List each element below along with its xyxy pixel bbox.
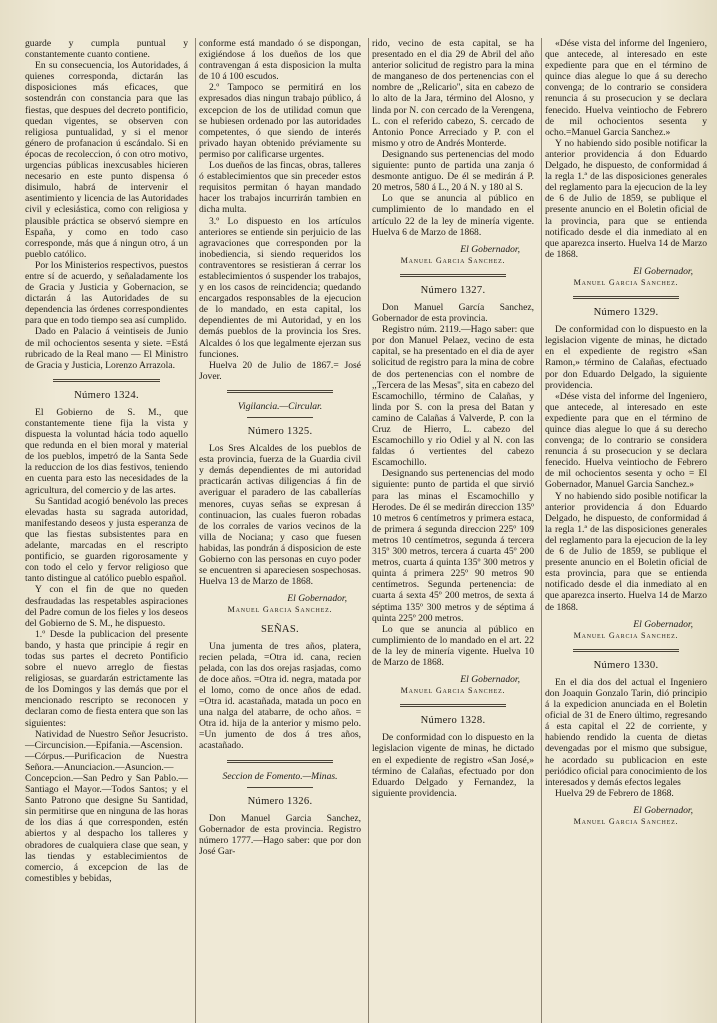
paragraph: Lo que se anuncia al público en cumplimiento de lo mandado en el art. 22 de la ley de minería vigente. Huelva 10 de Marzo de 1868. [372, 623, 534, 668]
paragraph: Designando sus pertenencias del modo siguiente: punto de partida el que sirvió para las minas el Escamochillo y Herodes. De él se medirán direccion 135º 10 metros 6 centímetros y primera estaca, de primera á segunda direccion 225º 109 metros 10 centímetros, segunda á tercera 315º 300 metros, tercera á cuarta 45º 200 metros, cuarta á quinta 135º 300 metros y quinta á primera 225º 90 metros 90 centímetros. Segunda pertenencia: de cuarta á sexta 45º 200 metros, de sexta á séptima 135º 300 metros y de séptima á quinta 225º 200 metros. [372, 468, 534, 624]
paragraph: Don Manuel Garcia Sanchez, Gobernador de esta provincia. Registro número 1777.—Hago saber: que por don José Gar- [199, 812, 361, 857]
text-columns [22, 38, 709, 1023]
notice-heading-1324: Número 1324. [74, 389, 139, 401]
paragraph: guarde y cumpla puntual y constantemente cuanto contiene. [25, 38, 188, 61]
paragraph: Don Manuel García Sanchez, Gobernador de esta provincia. [372, 301, 534, 325]
signature-name: Manuel Garcia Sanchez. [400, 255, 506, 265]
paragraph: Su Santidad acogió benévolo las preces elevadas hasta su sagrada autoridad, manifestando deseos y justa esperanza de que las fiestas subsistentes para en adelante, marcadas en el rescripto pontificio, se guarden rigorosamente y con todo el celo y fervor religioso que tanto distingue al católico pueblo español. [25, 495, 188, 585]
signature-title: El Gobernador, [633, 265, 693, 277]
paragraph: Y con el fin de que no queden desfraudadas las respetables aspiraciones del Padre comun de los fieles y los deseos del Gobierno de S. M., he dispuesto. [25, 584, 188, 629]
date-line: Huelva 20 de Julio de 1867.= José Jover. [199, 359, 361, 382]
section-divider [53, 379, 160, 382]
paragraph: Designando sus pertenencias del modo siguiente: punto de partida una zanja ó desmonte antiguo. De él se medirán á P. 20 metros, 580 á L., 20 á N. y 180 al S. [372, 148, 534, 194]
signature-title: El Gobernador, [287, 593, 347, 605]
paragraph: Y no habiendo sido posible notificar la anterior providencia á don Eduardo Delgado, he dispuesto, de conformidad á la regla 1.ª de las disposiciones generales del reglamento para la ejecucion de la ley de 6 de Julio de 1859, se publique el presente anuncio en el Boletin oficial de la provincia, para que se entienda notificado desde el dia inmediato al en que aparezca inserto. Huelva 14 de Marzo de 1868. [545, 137, 707, 260]
section-divider [573, 296, 679, 299]
column-2 [195, 38, 364, 1023]
notice-heading-1329: Número 1329. [593, 307, 659, 319]
paragraph: En el dia dos del actual el Ingeniero don Joaquin Gonzalo Tarin, dió principio á la expedicion anunciada en el Boletin oficial de 31 de Enero último, regresando á esta capital el 22 de corriente, y habiendo rendido la cuenta de dietas devengadas por el mismo que subsigue, he acordado su publicacion en este periódico oficial para conocimiento de los interesados y demás efectos legales [545, 676, 707, 788]
section-divider [400, 274, 506, 277]
signature-title: El Gobernador, [460, 243, 520, 255]
paragraph: 2.º Tampoco se permitirá en los expresados dias ningun trabajo público, á excepcion de los de utilidad comun que se hubiesen ordenado por las autoridades competentes, ó que siendo de interés privado hayan obtenido préviamente su permiso por calificarse urgentes. [199, 82, 361, 160]
paragraph: Los dueños de las fincas, obras, talleres ó establecimientos que sin preceder estos requisitos permitan ó hayan mandado hacer los trabajos incurrirán tambien en dicha multa. [199, 160, 361, 216]
notice-heading-1330: Número 1330. [593, 659, 659, 671]
senas-heading: SEÑAS. [260, 623, 299, 635]
paragraph: Por los Ministerios respectivos, puestos entre sí de acuerdo, y señaladamente los de Gracia y Justicia y Gobernacion, se dictarán á las Autoridades de su dependencia las órdenes correspondientes para que en todo tiempo sea así cumplido. [25, 259, 188, 327]
signature-title: El Gobernador, [633, 618, 693, 630]
signature-title: El Gobernador, [633, 804, 693, 816]
paragraph: Una jumenta de tres años, platera, recien pelada, =Otra id. cana, recien pelada, con las dos orejas rasjadas, como de doce años. =Otra id. negra, matada por el lomo, como de once años de edad. =Otra id. acastañada, matada un poco en una nalga del atabarre, de ocho años. = Otra id. hija de la anterior y mismo pelo. =Un jumento de dos á tres años, acastañado. [199, 640, 361, 752]
notice-heading-1325: Número 1325. [247, 426, 313, 437]
signature-name: Manuel Garcia Sanchez. [573, 277, 679, 287]
paragraph: Dado en Palacio á veintiseis de Junio de mil ochocientos sesenta y siete. =Está rubricado de la Real mano — El Ministro de Gracia y Justicia, Lorenzo Arrazola. [25, 326, 188, 371]
signature-title: El Gobernador, [460, 674, 520, 686]
date-line: Huelva 29 de Febrero de 1868. [555, 787, 674, 799]
paragraph: De conformidad con lo dispuesto en la legislacion vigente de minas, he dictado en el expediente de registro «San Ramon,» término de Calañas, efectuado por don Eduardo Delgado, la siguiente providencia. [545, 324, 707, 391]
paragraph: Natividad de Nuestro Señor Jesucristo.—Circuncision.—Epifania.—Ascension.—Córpus.—Purificacion de Nuestra Señora.—Anunciacion.—Asuncion.—Concepcion.—San Pedro y San Pablo.—Santiago el Mayor.—Todos Santos; y el Santo Patrono que designe Su Santidad, sin permitirse que en ninguna de las horas de los dias á que corresponden, estén abiertos y al despacho los talleres y obradores de cualquiera clase que sean, y las tiendas y establecimientos de comercio, á excepcion de las de comestibles y bebidas, [25, 728, 188, 884]
paragraph: De conformidad con lo dispuesto en la legislacion vigente de minas, he dictado en el expediente de registro «San José,» término de Calañas, efectuado por don Eduardo Delgado y Fernandez, la siguiente providencia. [372, 732, 534, 799]
paragraph: En su consecuencia, los Autoridades, á quienes corresponda, dictarán las disposiciones más eficaces, que sostendrán con constancia para que las fiestas, que despues del decreto pontificio, quedan vigentes, se observen con religiosa puntualidad, y si el menor género de profanacion ú escándalo. Si en épocas de recoleccion, ó con otro motivo, urgencias públicas inexcusables hicieren necesario en este punto dispensa ó disimulo, habrá de intervenir el asentimiento y licencia de las Autoridades civil y eclesiástica, como con religiosa y plausible práctica se observó siempre en España, y como en todo caso corresponde, más que á ningun otro, á un pueblo católico. [25, 60, 188, 260]
section-title-vigilancia: Vigilancia.—Circular. [237, 400, 323, 412]
column-1 [22, 38, 191, 1023]
paragraph: rido, vecino de esta capital, se ha presentado en el dia 29 de Abril del año anterior solicitud de registro para la mina de manganeso de dos pertenencias con el nombre de ,,Relicario'', sita en cabezo de lo alto de la Jara, término del Alosno, y linda por N. con cercado de la Verengena, L. con el referido cabezo, S. cercado de Antonio Ponce Arreciado y P. con el mismo y otro de Andrés Monterde. [372, 38, 534, 149]
paragraph: «Dése vista del informe del Ingeniero, que antecede, al interesado en este expediente para que en el término de quince dias alegue lo que á su derecho convenga; de lo contrario se considera renuncia á su prosecucion y se declara fenecido. Huelva veintiocho de Febrero de mil ochocientos sesenta y ocho = El Gobernador, Manuel Garcia Sanchez.» [545, 390, 707, 491]
notice-heading-1326: Número 1326. [247, 795, 313, 807]
signature-name: Manuel Garcia Sanchez. [227, 605, 333, 615]
signature-name: Manuel Garcia Sanchez. [400, 686, 506, 696]
paragraph: Y no habiendo sido posible notificar la anterior providencia á don Eduardo Delgado, he dispuesto, de conformidad á la regla 1.ª de las disposiciones generales del reglamento para la ejecucion de la ley de 6 de Julio de 1859, se publique el presente anuncio en el Boletin oficial de esta provincia, para que se entienda notificado desde el dia inmediato al en que aparezca inserto. Huelva 14 de Marzo de 1868. [545, 490, 707, 613]
column-3 [368, 38, 537, 1023]
notice-heading-1328: Número 1328. [420, 715, 486, 727]
section-divider [573, 649, 679, 652]
paragraph: 3.º Lo dispuesto en los artículos anteriores se entiende sin perjuicio de las agravaciones que corresponden por la inobediencia, si siendo requeridos los contraventores se resistieran á cerrar los establecimientos ó suspender los trabajos, y en los casos de reincidencia; quedando encargados responsables de la ejecucion de lo mandado, en esta capital, los dependientes de mi Autoridad, y en los demás pueblos de la provincia los Sres. Alcaldes ó los que legalmente ejerzan sus funciones. [199, 215, 361, 360]
section-title-fomento: Seccion de Fomento.—Minas. [222, 770, 338, 782]
divider [247, 417, 313, 418]
column-4 [541, 38, 710, 1023]
paragraph: «Dése vista del informe del Ingeniero, que antecede, al interesado en este expediente para que en el término de quince dias alegue lo que á su derecho convenga; de lo contrario se considera renuncia á su prosecucion y se declara fenecido. Huelva veintiocho de Febrero de mil ochocientos sesenta y ocho.=Manuel Garcia Sanchez.» [545, 38, 707, 138]
paragraph: El Gobierno de S. M., que constantemente tiene fija la vista y dispuesta la voluntad hácia todo aquello que redunda en el bien moral y material de los pueblos, impetró de la Santa Sede la reduccion de los dias festivos, teniendo en cuenta para esto las necesidades de la agricultura, del comercio y de las artes. [25, 406, 188, 496]
signature-name: Manuel Garcia Sanchez. [573, 817, 679, 826]
section-divider [227, 760, 333, 763]
paragraph: Los Sres Alcaldes de los pueblos de esta provincia, fuerza de la Guardia civil y demás dependientes de mi autoridad practicarán activas diligencias á fin de averiguar el paradero de las caballerías menores, cuyas señas se expresan á continuacion, las cuales fueron robadas de los corrales de varios vecinos de la villa de Nociana; y caso que fuesen habidas, las pondrán á disposicion de este Gobierno con las personas en cuyo poder se encuentren si apareciesen sospechosas. Huelva 13 de Marzo de 1868. [199, 443, 361, 588]
section-divider [400, 704, 506, 707]
signature-name: Manuel Garcia Sanchez. [573, 630, 679, 640]
notice-heading-1327: Número 1327. [420, 284, 486, 296]
divider [247, 787, 313, 788]
section-divider [227, 390, 333, 393]
paragraph: conforme está mandado ó se dispongan, exigiéndose á los dueños de los que contravengan á esta disposicion la multa de 10 á 100 escudos. [199, 38, 361, 83]
paragraph: 1.º Desde la publicacion del presente bando, y hasta que principie á regir en todas sus partes el decreto Pontificio sobre el nuevo arreglo de fiestas religiosas, se guardarán estrictamente las de los Domingos y las demás que por el mencionado rescripto se reconocen y declaran como de fiesta entera que son las siguientes: [25, 628, 188, 729]
paragraph: Registro núm. 2119.—Hago saber: que por don Manuel Pelaez, vecino de esta capital, se ha presentado en el dia de ayer solicitud de registro para la mina de cobre de dos pertenencias con el nombre de ,,Tercera de las Mesas'', sita en cabezo del Escamochillo, término de Calañas, y linda por S. con la presa del Batan y camino de Calañas á Valverde, P. con la Cruz de Hierro, L. cabezo del Escamochillo y rio Odiel y al N. con las faldas ó vertientes del cabezo Escamochillo. [372, 324, 534, 469]
paragraph: Lo que se anuncia al público en cumplimiento de lo mandado en el artículo 22 de la ley de minería vigente. Huelva 6 de Marzo de 1868. [372, 193, 534, 238]
